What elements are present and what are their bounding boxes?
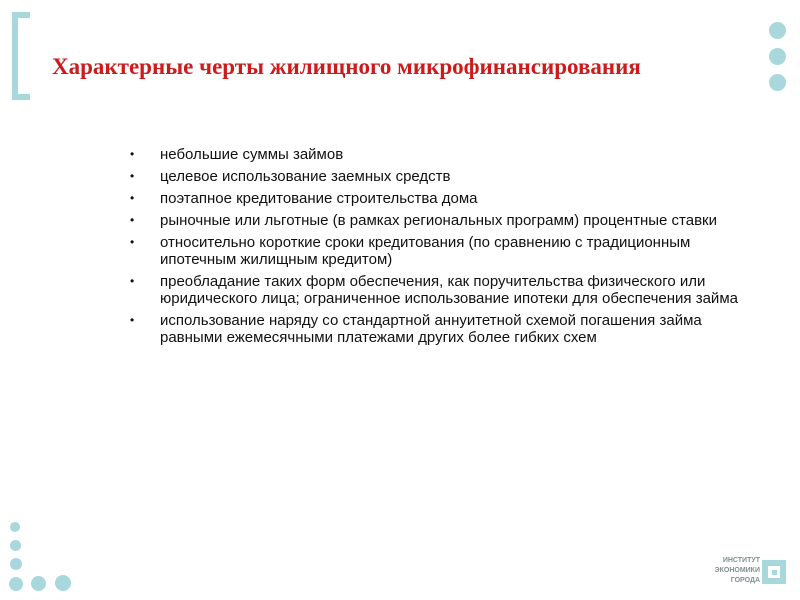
bullet-marker: • — [130, 313, 135, 327]
logo-text — [715, 556, 760, 586]
logo-line: ЭКОНОМИКИ — [714, 567, 760, 574]
list-item-text: преобладание таких форм обеспечения, как поручительства физического или юридического лица; ограниченное использование ипотеки для обеспечения займа — [160, 273, 738, 307]
bullet-marker: • — [130, 147, 135, 161]
page-title: Характерные черты жилищного микрофинансирования — [52, 54, 641, 79]
bullet-list — [130, 146, 750, 351]
bullet-marker: • — [130, 169, 135, 183]
list-item — [130, 212, 750, 229]
dots-decoration-right — [766, 22, 788, 100]
list-item-text: целевое использование заемных средств — [160, 168, 451, 185]
logo-line: ИНСТИТУТ — [722, 557, 760, 564]
dot-decoration — [769, 74, 786, 91]
list-item — [130, 273, 750, 307]
list-item — [130, 190, 750, 207]
list-item — [130, 312, 750, 346]
bullet-marker: • — [130, 213, 135, 227]
bullet-marker: • — [130, 274, 135, 288]
list-item-text: использование наряду со стандартной аннуитетной схемой погашения займа равными ежемесячными платежами других более гибких схем — [160, 312, 702, 346]
dot-decoration — [10, 522, 20, 532]
logo-line: ГОРОДА — [730, 577, 760, 584]
list-item-text: относительно короткие сроки кредитования (по сравнению с традиционным ипотечным жилищным кредитом) — [160, 234, 691, 268]
list-item-text: поэтапное кредитование строительства дома — [160, 190, 478, 207]
list-item — [130, 168, 750, 185]
list-item-text: рыночные или льготные (в рамках региональных программ) процентные ставки — [160, 212, 717, 229]
list-item — [130, 234, 750, 268]
dot-decoration — [10, 540, 21, 551]
list-item — [130, 146, 750, 163]
institute-logo — [690, 556, 790, 592]
dot-decoration — [10, 558, 22, 570]
bullet-marker: • — [130, 235, 135, 249]
dot-decoration — [769, 48, 786, 65]
dot-decoration — [55, 575, 71, 591]
bracket-decoration — [10, 12, 32, 100]
dot-decoration — [769, 22, 786, 39]
bullet-marker: • — [130, 191, 135, 205]
logo-mark-icon — [762, 560, 786, 584]
list-item-text: небольшие суммы займов — [160, 146, 344, 163]
dot-decoration — [31, 576, 46, 591]
dot-decoration — [9, 577, 23, 591]
